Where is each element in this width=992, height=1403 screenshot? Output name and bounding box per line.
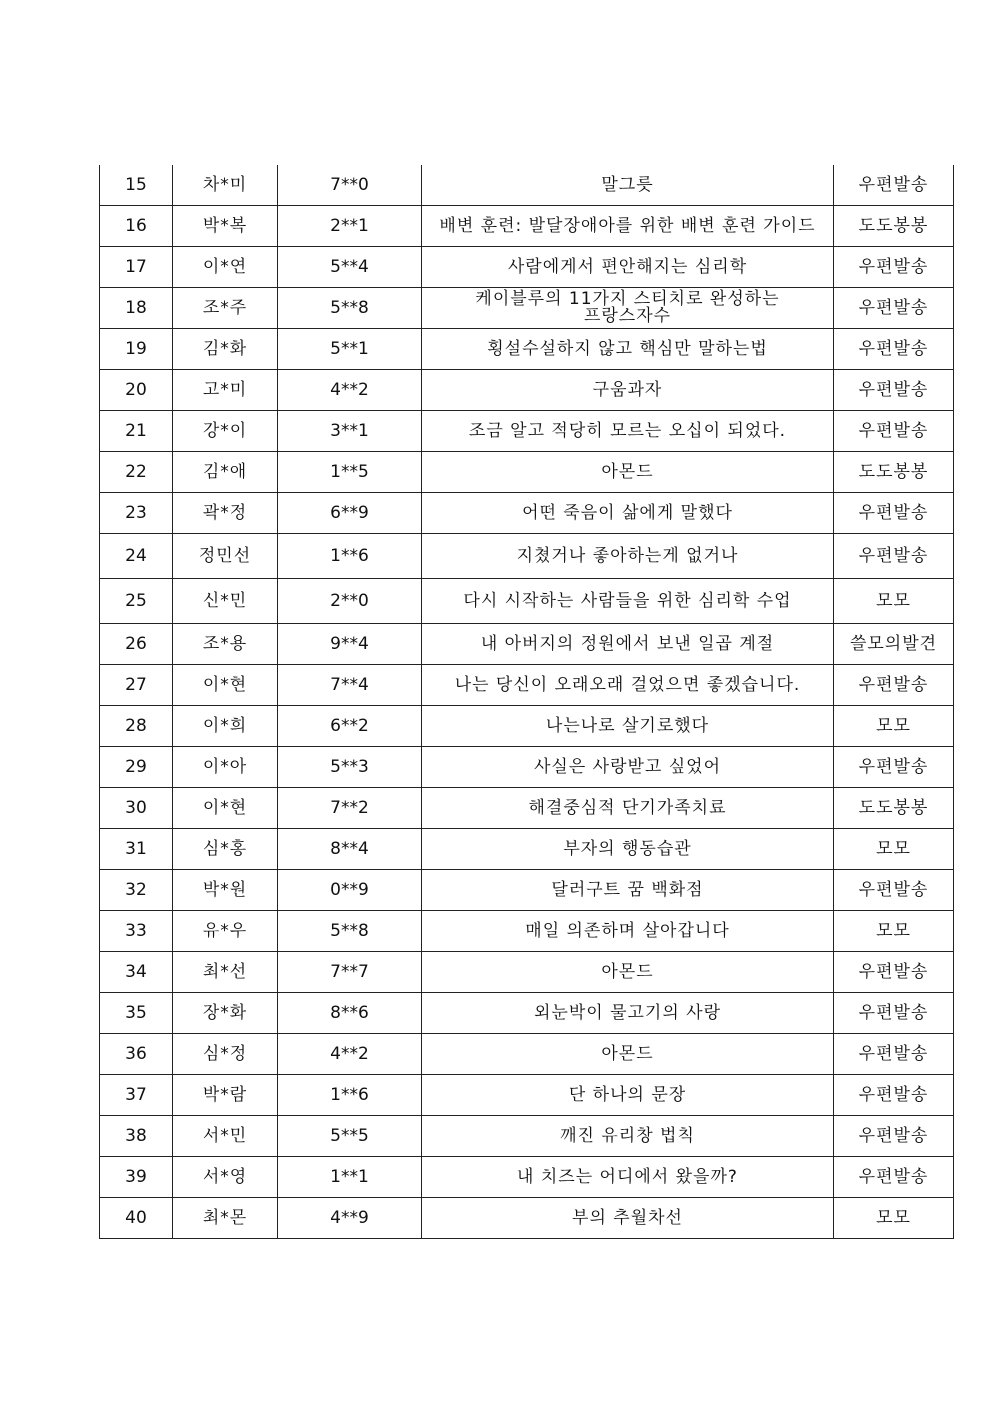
row-number-cell: 20 xyxy=(100,370,173,411)
row-number-cell: 19 xyxy=(100,329,173,370)
book-title-cell: 지쳤거나 좋아하는게 없거나 xyxy=(422,534,834,579)
recipient-name-cell: 김*화 xyxy=(173,329,278,370)
recipient-name-cell: 곽*정 xyxy=(173,493,278,534)
phone-suffix-cell: 4**2 xyxy=(278,1034,422,1075)
row-number-cell: 17 xyxy=(100,247,173,288)
table-row xyxy=(100,534,954,579)
shipping-method-cell: 우편발송 xyxy=(834,411,954,452)
table-row xyxy=(100,747,954,788)
table-row xyxy=(100,870,954,911)
book-title-cell: 부자의 행동습관 xyxy=(422,829,834,870)
book-title-cell: 외눈박이 물고기의 사랑 xyxy=(422,993,834,1034)
phone-suffix-cell: 1**5 xyxy=(278,452,422,493)
book-title-cell: 아몬드 xyxy=(422,452,834,493)
row-number-cell: 40 xyxy=(100,1198,173,1239)
book-title-cell: 내 아버지의 정원에서 보낸 일곱 계절 xyxy=(422,624,834,665)
shipping-method-cell: 우편발송 xyxy=(834,1116,954,1157)
shipping-method-cell: 우편발송 xyxy=(834,1157,954,1198)
table-row xyxy=(100,370,954,411)
recipient-name-cell: 이*희 xyxy=(173,706,278,747)
phone-suffix-cell: 3**1 xyxy=(278,411,422,452)
table-row xyxy=(100,665,954,706)
book-title-cell: 깨진 유리창 법칙 xyxy=(422,1116,834,1157)
book-title-cell: 나는나로 살기로했다 xyxy=(422,706,834,747)
recipient-name-cell: 조*용 xyxy=(173,624,278,665)
book-title-cell: 배변 훈련: 발달장애아를 위한 배변 훈련 가이드 xyxy=(422,206,834,247)
shipping-method-cell: 우편발송 xyxy=(834,247,954,288)
table-row xyxy=(100,788,954,829)
row-number-cell: 29 xyxy=(100,747,173,788)
book-title-cell: 어떤 죽음이 삶에게 말했다 xyxy=(422,493,834,534)
row-number-cell: 33 xyxy=(100,911,173,952)
shipping-method-cell: 우편발송 xyxy=(834,1034,954,1075)
phone-suffix-cell: 4**2 xyxy=(278,370,422,411)
recipient-name-cell: 조*주 xyxy=(173,288,278,329)
recipient-name-cell: 서*영 xyxy=(173,1157,278,1198)
phone-suffix-cell: 7**7 xyxy=(278,952,422,993)
table-row xyxy=(100,993,954,1034)
phone-suffix-cell: 1**6 xyxy=(278,534,422,579)
phone-suffix-cell: 0**9 xyxy=(278,870,422,911)
recipient-name-cell: 박*복 xyxy=(173,206,278,247)
recipient-name-cell: 최*몬 xyxy=(173,1198,278,1239)
phone-suffix-cell: 5**5 xyxy=(278,1116,422,1157)
shipping-method-cell: 도도봉봉 xyxy=(834,788,954,829)
phone-suffix-cell: 7**4 xyxy=(278,665,422,706)
recipient-name-cell: 유*우 xyxy=(173,911,278,952)
recipient-name-cell: 서*민 xyxy=(173,1116,278,1157)
row-number-cell: 24 xyxy=(100,534,173,579)
book-title-cell: 횡설수설하지 않고 핵심만 말하는법 xyxy=(422,329,834,370)
row-number-cell: 18 xyxy=(100,288,173,329)
recipient-name-cell: 심*홍 xyxy=(173,829,278,870)
book-title-cell: 나는 당신이 오래오래 걸었으면 좋겠습니다. xyxy=(422,665,834,706)
book-title-cell: 단 하나의 문장 xyxy=(422,1075,834,1116)
recipient-name-cell: 고*미 xyxy=(173,370,278,411)
table-row xyxy=(100,706,954,747)
row-number-cell: 23 xyxy=(100,493,173,534)
book-title-cell: 매일 의존하며 살아갑니다 xyxy=(422,911,834,952)
table-row xyxy=(100,411,954,452)
phone-suffix-cell: 8**4 xyxy=(278,829,422,870)
table-row xyxy=(100,1034,954,1075)
table-row xyxy=(100,952,954,993)
table-row xyxy=(100,452,954,493)
phone-suffix-cell: 2**1 xyxy=(278,206,422,247)
table-row xyxy=(100,247,954,288)
shipping-method-cell: 우편발송 xyxy=(834,993,954,1034)
recipient-name-cell: 박*원 xyxy=(173,870,278,911)
book-title-cell: 아몬드 xyxy=(422,1034,834,1075)
book-title-cell: 말그릇 xyxy=(422,165,834,206)
shipping-method-cell: 우편발송 xyxy=(834,870,954,911)
book-title-cell: 구움과자 xyxy=(422,370,834,411)
shipping-method-cell: 우편발송 xyxy=(834,665,954,706)
recipient-table xyxy=(99,165,954,1239)
recipient-name-cell: 이*연 xyxy=(173,247,278,288)
table-row xyxy=(100,1075,954,1116)
row-number-cell: 31 xyxy=(100,829,173,870)
phone-suffix-cell: 5**8 xyxy=(278,288,422,329)
phone-suffix-cell: 7**2 xyxy=(278,788,422,829)
shipping-method-cell: 우편발송 xyxy=(834,534,954,579)
shipping-method-cell: 모모 xyxy=(834,579,954,624)
row-number-cell: 39 xyxy=(100,1157,173,1198)
row-number-cell: 16 xyxy=(100,206,173,247)
phone-suffix-cell: 4**9 xyxy=(278,1198,422,1239)
shipping-method-cell: 도도봉봉 xyxy=(834,206,954,247)
recipient-name-cell: 정민선 xyxy=(173,534,278,579)
recipient-name-cell: 차*미 xyxy=(173,165,278,206)
phone-suffix-cell: 1**6 xyxy=(278,1075,422,1116)
book-title-cell: 사실은 사랑받고 싶었어 xyxy=(422,747,834,788)
shipping-method-cell: 모모 xyxy=(834,706,954,747)
book-title-cell: 부의 추월차선 xyxy=(422,1198,834,1239)
book-title-cell: 해결중심적 단기가족치료 xyxy=(422,788,834,829)
table-row xyxy=(100,829,954,870)
recipient-table-body xyxy=(100,165,954,1239)
book-title-cell: 아몬드 xyxy=(422,952,834,993)
shipping-method-cell: 우편발송 xyxy=(834,288,954,329)
book-title-cell: 조금 알고 적당히 모르는 오십이 되었다. xyxy=(422,411,834,452)
row-number-cell: 21 xyxy=(100,411,173,452)
row-number-cell: 36 xyxy=(100,1034,173,1075)
table-row xyxy=(100,1198,954,1239)
recipient-name-cell: 이*아 xyxy=(173,747,278,788)
shipping-method-cell: 우편발송 xyxy=(834,747,954,788)
phone-suffix-cell: 7**0 xyxy=(278,165,422,206)
shipping-method-cell: 쓸모의발견 xyxy=(834,624,954,665)
shipping-method-cell: 우편발송 xyxy=(834,370,954,411)
row-number-cell: 25 xyxy=(100,579,173,624)
table-row xyxy=(100,1157,954,1198)
row-number-cell: 38 xyxy=(100,1116,173,1157)
book-title-cell: 사람에게서 편안해지는 심리학 xyxy=(422,247,834,288)
book-title-cell: 다시 시작하는 사람들을 위한 심리학 수업 xyxy=(422,579,834,624)
shipping-method-cell: 우편발송 xyxy=(834,329,954,370)
book-title-cell: 케이블루의 11가지 스티치로 완성하는 프랑스자수 xyxy=(422,288,834,329)
table-row xyxy=(100,911,954,952)
recipient-name-cell: 최*선 xyxy=(173,952,278,993)
phone-suffix-cell: 5**8 xyxy=(278,911,422,952)
row-number-cell: 15 xyxy=(100,165,173,206)
table-row xyxy=(100,624,954,665)
phone-suffix-cell: 9**4 xyxy=(278,624,422,665)
recipient-name-cell: 김*애 xyxy=(173,452,278,493)
shipping-method-cell: 우편발송 xyxy=(834,1075,954,1116)
shipping-method-cell: 모모 xyxy=(834,829,954,870)
recipient-name-cell: 강*이 xyxy=(173,411,278,452)
shipping-method-cell: 도도봉봉 xyxy=(834,452,954,493)
shipping-method-cell: 우편발송 xyxy=(834,952,954,993)
table-row xyxy=(100,288,954,329)
book-title-cell: 달러구트 꿈 백화점 xyxy=(422,870,834,911)
shipping-method-cell: 우편발송 xyxy=(834,493,954,534)
row-number-cell: 26 xyxy=(100,624,173,665)
table-row xyxy=(100,493,954,534)
book-title-cell: 내 치즈는 어디에서 왔을까? xyxy=(422,1157,834,1198)
phone-suffix-cell: 6**9 xyxy=(278,493,422,534)
table-row xyxy=(100,329,954,370)
recipient-name-cell: 이*현 xyxy=(173,665,278,706)
row-number-cell: 22 xyxy=(100,452,173,493)
row-number-cell: 37 xyxy=(100,1075,173,1116)
recipient-name-cell: 박*람 xyxy=(173,1075,278,1116)
shipping-method-cell: 모모 xyxy=(834,911,954,952)
phone-suffix-cell: 2**0 xyxy=(278,579,422,624)
recipient-name-cell: 신*민 xyxy=(173,579,278,624)
phone-suffix-cell: 8**6 xyxy=(278,993,422,1034)
table-row xyxy=(100,206,954,247)
phone-suffix-cell: 5**4 xyxy=(278,247,422,288)
phone-suffix-cell: 6**2 xyxy=(278,706,422,747)
recipient-name-cell: 장*화 xyxy=(173,993,278,1034)
row-number-cell: 32 xyxy=(100,870,173,911)
shipping-method-cell: 우편발송 xyxy=(834,165,954,206)
row-number-cell: 28 xyxy=(100,706,173,747)
recipient-name-cell: 심*정 xyxy=(173,1034,278,1075)
row-number-cell: 27 xyxy=(100,665,173,706)
phone-suffix-cell: 5**3 xyxy=(278,747,422,788)
recipient-name-cell: 이*현 xyxy=(173,788,278,829)
phone-suffix-cell: 1**1 xyxy=(278,1157,422,1198)
table-row xyxy=(100,1116,954,1157)
shipping-method-cell: 모모 xyxy=(834,1198,954,1239)
phone-suffix-cell: 5**1 xyxy=(278,329,422,370)
row-number-cell: 35 xyxy=(100,993,173,1034)
row-number-cell: 34 xyxy=(100,952,173,993)
table-row xyxy=(100,579,954,624)
row-number-cell: 30 xyxy=(100,788,173,829)
table-row xyxy=(100,165,954,206)
